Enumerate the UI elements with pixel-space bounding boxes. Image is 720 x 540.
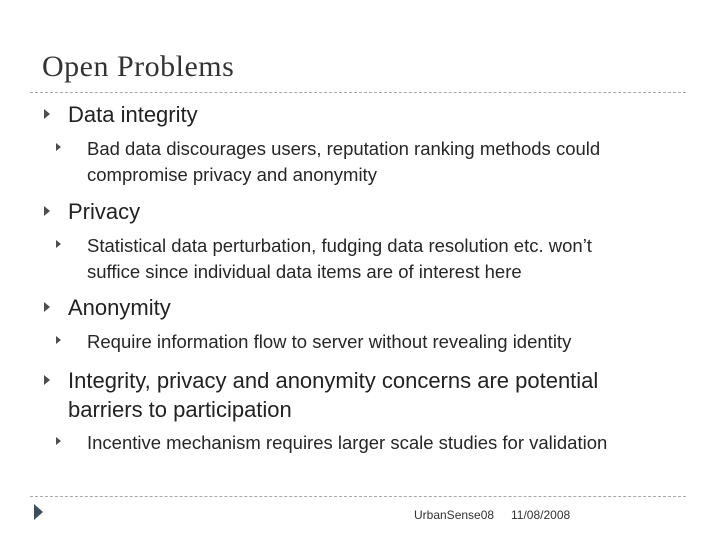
bullet-text: Anonymity bbox=[68, 295, 171, 320]
slide-title: Open Problems bbox=[42, 50, 235, 83]
caret-right-icon bbox=[56, 143, 61, 151]
footer-date: 11/08/2008 bbox=[511, 508, 571, 522]
sub-bullet-text: Require information flow to server without revealing identity bbox=[87, 331, 572, 352]
sub-bullet-text-continued: compromise privacy and anonymity bbox=[87, 164, 377, 185]
caret-right-icon bbox=[44, 302, 50, 312]
sub-bullet-text-continued: suffice since individual data items are of interest here bbox=[87, 261, 522, 282]
slide-nav-triangle-icon[interactable] bbox=[34, 504, 43, 520]
sub-bullet-text: Incentive mechanism requires larger scale studies for validation bbox=[87, 432, 608, 453]
caret-right-icon bbox=[56, 437, 61, 445]
bullet-text: Privacy bbox=[68, 199, 141, 224]
title-divider bbox=[30, 92, 686, 93]
bullet-text-continued: barriers to participation bbox=[68, 397, 292, 422]
caret-right-icon bbox=[44, 206, 50, 216]
caret-right-icon bbox=[56, 336, 61, 344]
caret-right-icon bbox=[44, 109, 50, 119]
sub-bullet-text: Statistical data perturbation, fudging data resolution etc. won’t bbox=[87, 235, 592, 256]
bullet-text: Data integrity bbox=[68, 102, 198, 127]
sub-bullet-text: Bad data discourages users, reputation ranking methods could bbox=[87, 138, 601, 159]
footer-divider bbox=[30, 496, 686, 497]
caret-right-icon bbox=[44, 375, 50, 385]
bullet-text: Integrity, privacy and anonymity concerns are potential bbox=[68, 368, 599, 393]
footer-source: UrbanSense08 bbox=[414, 508, 495, 522]
caret-right-icon bbox=[56, 240, 61, 248]
